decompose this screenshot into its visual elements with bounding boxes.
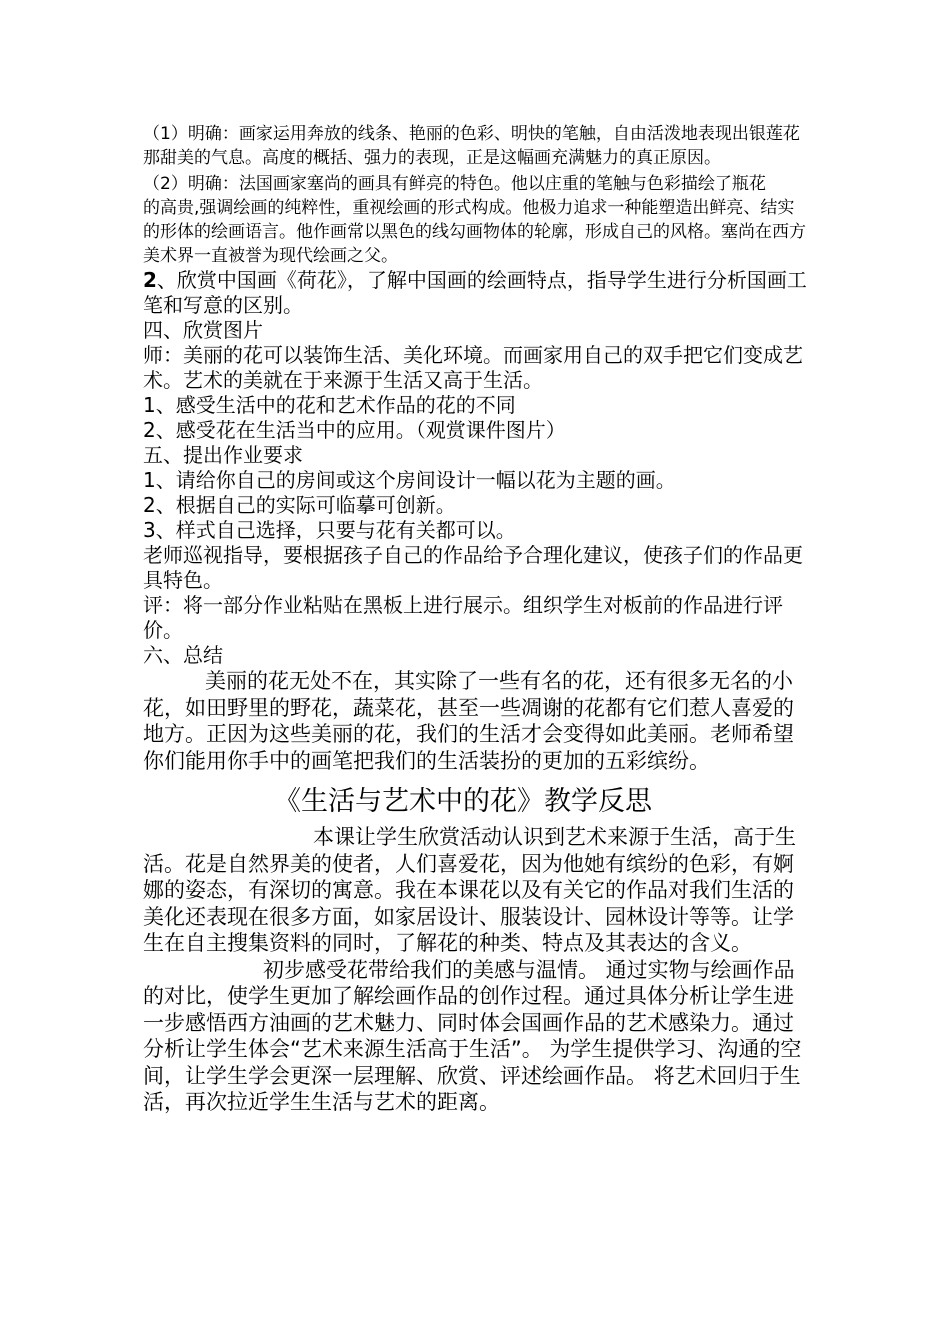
- section-heading-5: 五、提出作业要求: [143, 443, 303, 467]
- list-item-text: 、欣赏中国画《荷花》，了解中国画的绘画特点，指导学生进行分析国画工笔和写意的区别。: [143, 268, 807, 317]
- section-5-item-1: 1、请给你自己的房间或这个房间设计一幅以花为主题的画。: [143, 468, 676, 492]
- teacher-paragraph: 师：美丽的花可以装饰生活、美化环境。而画家用自己的双手把它们变成艺术。艺术的美就在于来源于生活又高于生活。: [143, 343, 803, 392]
- evaluation-paragraph: 评：将一部分作业粘贴在黑板上进行展示。组织学生对板前的作品进行评价。: [143, 593, 783, 642]
- reflection-paragraph-2: 初步感受花带给我们的美感与温情。 通过实物与绘画作品的对比，使学生更加了解绘画作品的创作过程。通过具体分析让学生进一步感悟西方油画的艺术魅力、同时体会国画作品的艺术感染力。通过分析让学生体会“艺术来源生活高于生活”。 为学生提供学习、沟通的空间，让学生学会更深一层理解、欣赏、评述绘画作品。 将艺术回归于生活，再次拉近学生生活与艺术的距离。: [143, 957, 802, 1114]
- section-4-item-2: 2、感受花在生活当中的应用。（观赏课件图片）: [143, 418, 566, 442]
- reflection-title: 《生活与艺术中的花》教学反思: [274, 786, 652, 817]
- reflection-paragraph-1: 本课让学生欣赏活动认识到艺术来源于生活，高于生活。花是自然界美的使者，人们喜爱花，因为他她有缤纷的色彩，有婀娜的姿态，有深切的寓意。我在本课花以及有关它的作品对我们生活的美化还表现在很多方面，如家居设计、服装设计、园林设计等等。让学生在自主搜集资料的同时，了解花的种类、特点及其表达的含义。: [143, 825, 796, 955]
- section-5-item-2: 2、根据自己的实际可临摹可创新。: [143, 493, 456, 517]
- answer-paragraph-1: （1）明确：画家运用奔放的线条、艳丽的色彩、明快的笔触，自由活泼地表现出银莲花那甜美的气息。高度的概括、强力的表现，正是这幅画充满魅力的真正原因。: [143, 124, 800, 168]
- summary-paragraph: 美丽的花无处不在，其实除了一些有名的花，还有很多无名的小花，如田野里的野花，蔬菜花，甚至一些凋谢的花都有它们惹人喜爱的地方。正因为这些美丽的花，我们的生活才会变得如此美丽。老师希望你们能用你手中的画笔把我们的生活装扮的更加的五彩缤纷。: [143, 669, 794, 773]
- guidance-paragraph: 老师巡视指导，要根据孩子自己的作品给予合理化建议，使孩子们的作品更具特色。: [143, 543, 803, 592]
- list-item-number: 2: [143, 268, 157, 292]
- section-heading-4: 四、欣赏图片: [143, 318, 263, 342]
- section-4-item-1: 1、感受生活中的花和艺术作品的花的不同: [143, 393, 516, 417]
- list-item-appreciate-lotus: [143, 268, 808, 318]
- answer-paragraph-2: （2）明确：法国画家塞尚的画具有鲜亮的特色。他以庄重的笔触与色彩描绘了瓶花 的高贵,强调绘画的纯粹性，重视绘画的形式构成。他极力追求一种能塑造出鲜亮、结实的形体的绘画语言。他作画常以黑色的线勾画物体的轮廓，形成自己的风格。塞尚在西方美术界一直被誉为现代绘画之父。: [143, 174, 806, 266]
- section-5-item-3: 3、样式自己选择，只要与花有关都可以。: [143, 518, 516, 542]
- document-body: [143, 122, 808, 1116]
- section-heading-6: 六、总结: [143, 643, 223, 667]
